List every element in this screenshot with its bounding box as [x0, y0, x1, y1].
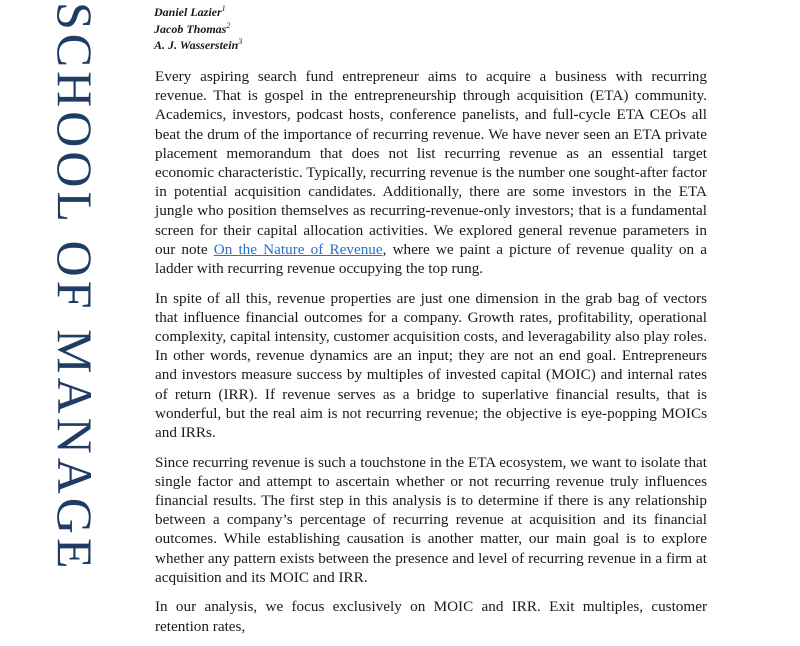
author-footnote-mark: 1: [221, 4, 226, 13]
author-item: [154, 4, 242, 21]
author-name: Daniel Lazier: [154, 5, 222, 19]
paragraph-4: In our analysis, we focus exclusively on MOIC and IRR. Exit multiples, customer retention rates,: [155, 598, 707, 635]
author-item: [154, 37, 242, 54]
paragraph-1-text-end: , where we paint a picture of revenue quality on a ladder with recurring revenue occupying the top rung.: [155, 240, 707, 278]
author-footnote-mark: 3: [238, 37, 243, 46]
paragraph-1: [155, 67, 707, 278]
paragraph-2: In spite of all this, revenue properties are just one dimension in the grab bag of vectors that influence financial outcomes for a company. Growth rates, profitability, operational complexity, capital intensity, customer acquisition costs, and leveragability also play roles. In other words, revenue dynamics are an input; they are not an end goal. Entrepreneurs and investors measure success by multiples of invested capital (MOIC) and internal rates of return (IRR). If revenue serves as a bridge to superlative financial results, that is wonderful, but the real aim is not recurring revenue; the objective is eye-popping MOICs and IRRs.: [155, 289, 707, 442]
author-footnote-mark: 2: [226, 20, 231, 30]
revenue-note-link[interactable]: On the Nature of Revenue: [213, 240, 383, 258]
paragraph-3: Since recurring revenue is such a touchstone in the ETA ecosystem, we want to isolate that single factor and attempt to ascertain whether or not recurring revenue truly influences financial results. The first step in this analysis is to determine if there is any relationship between a company’s percentage of recurring revenue at acquisition and its financial outcomes. While establishing causation is another matter, our main goal is to explore whether any pattern exists between the presence and level of recurring revenue in a firm at acquisition and its MOIC and IRR.: [155, 453, 707, 586]
paragraph-1-text: Every aspiring search fund entrepreneur aims to acquire a business with recurring revenue. That is gospel in the entrepreneurship through acquisition (ETA) community. Academics, investors, podcast hosts, conference panelists, and full-cycle ETA CEOs all beat the drum of the importance of recurring revenue. We have never seen an ETA private placement memorandum that does not list recurring revenue as an essential target economic characteristic. Typically, recurring revenue is the number one sought-after factor in potential acquisition candidates. Additionally, there are some investors in the ETA jungle who position themselves as recurring-revenue-only investors; that is a fundamental screen for their capital allocation activities. We explored general revenue parameters in our note: [155, 68, 707, 258]
side-banner: [0, 0, 120, 573]
author-list: [154, 4, 242, 54]
author-name: Jacob Thomas: [154, 21, 227, 36]
article-body: [155, 67, 707, 646]
author-name: A. J. Wasserstein: [154, 38, 239, 52]
author-item: [154, 21, 242, 38]
school-banner-text: SCHOOL OF MANAGE: [47, 2, 103, 573]
